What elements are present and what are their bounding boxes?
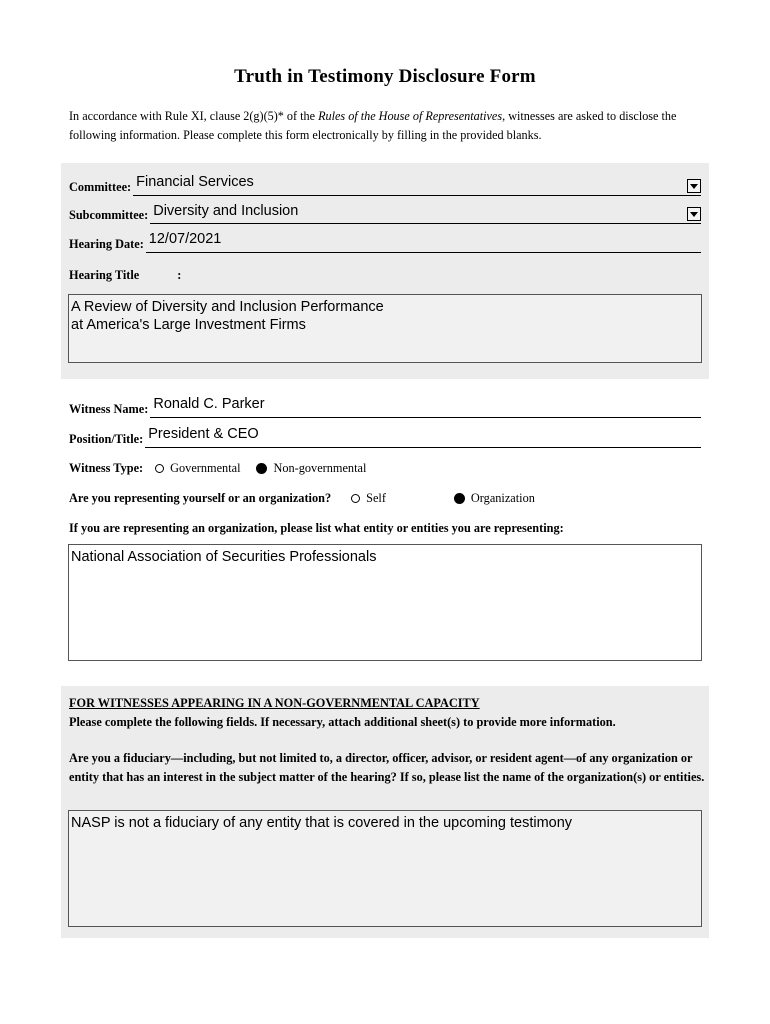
chevron-down-icon[interactable]: [687, 207, 701, 221]
position-label: Position/Title:: [69, 432, 144, 446]
subcommittee-select[interactable]: [150, 202, 701, 224]
chevron-down-icon[interactable]: [687, 179, 701, 193]
radio-selected-icon: [256, 463, 267, 474]
hearing-title-label-row: [69, 268, 181, 283]
witness-type-row: [69, 461, 366, 476]
nongov-heading: FOR WITNESSES APPEARING IN A NON-GOVERNMENTAL CAPACITY: [69, 696, 480, 710]
entities-field[interactable]: National Association of Securities Professionals: [68, 544, 702, 661]
intro-text: [69, 107, 709, 145]
form-title: Truth in Testimony Disclosure Form: [234, 66, 536, 87]
intro-before: In accordance with Rule XI, clause 2(g)(5)* of the: [69, 109, 319, 123]
witness-name-row: [69, 394, 701, 418]
nongov-instructions: Please complete the following fields. If necessary, attach additional sheet(s) to provide more information.: [69, 715, 616, 729]
intro-rules-italic: Rules of the House of Representatives: [318, 109, 503, 123]
organization-option-label: Organization: [470, 491, 535, 505]
fiduciary-question: Are you a fiduciary—including, but not limited to, a director, officer, advisor, or resident agent—of any organization or entity that has an interest in the subject matter of the hearing? If so, please list the name of the organization(s) or entities.: [69, 751, 705, 784]
hearing-date-label: Hearing Date:: [69, 237, 144, 251]
representing-self-radio[interactable]: [351, 491, 386, 506]
representing-label: Are you representing yourself or an organization?: [69, 491, 332, 505]
representing-organization-radio[interactable]: [454, 491, 535, 506]
subcommittee-value: Diversity and Inclusion: [153, 203, 299, 219]
position-row: [69, 424, 701, 448]
hearing-date-field[interactable]: [146, 231, 701, 253]
position-field[interactable]: [145, 426, 701, 448]
committee-label: Committee:: [69, 180, 132, 194]
committee-row: [69, 172, 701, 196]
subcommittee-row: [69, 200, 701, 224]
hearing-date-value: 12/07/2021: [148, 231, 222, 247]
committee-select[interactable]: [133, 174, 701, 196]
witness-name-value: Ronald C. Parker: [153, 396, 265, 412]
witness-type-governmental-radio[interactable]: [155, 461, 240, 476]
representing-row: [69, 491, 535, 506]
intro-after: , witnesses are asked to disclose the following information. Please complete this form electronically by filling in the provided blanks.: [69, 109, 677, 142]
entities-label: If you are representing an organization, please list what entity or entities you are representing:: [69, 521, 564, 535]
position-value: President & CEO: [148, 426, 259, 442]
committee-value: Financial Services: [136, 174, 254, 190]
self-option-label: Self: [366, 491, 386, 505]
hearing-title-field[interactable]: A Review of Diversity and Inclusion Performance at America's Large Investment Firms: [68, 294, 702, 363]
hearing-title-label: Hearing Title: [69, 268, 140, 282]
radio-selected-icon: [454, 493, 465, 504]
subcommittee-label: Subcommittee:: [69, 208, 149, 222]
radio-empty-icon: [155, 464, 164, 473]
witness-type-label: Witness Type:: [69, 461, 144, 475]
witness-name-label: Witness Name:: [69, 402, 149, 416]
governmental-option-label: Governmental: [170, 461, 241, 475]
hearing-date-row: [69, 229, 701, 253]
witness-type-nongovernmental-radio[interactable]: [256, 461, 366, 476]
witness-name-field[interactable]: [150, 396, 701, 418]
hearing-title-colon: :: [177, 268, 182, 282]
nongovernmental-option-label: Non-governmental: [273, 461, 367, 475]
radio-empty-icon: [351, 494, 360, 503]
fiduciary-answer-field[interactable]: NASP is not a fiduciary of any entity that is covered in the upcoming testimony: [68, 810, 702, 927]
